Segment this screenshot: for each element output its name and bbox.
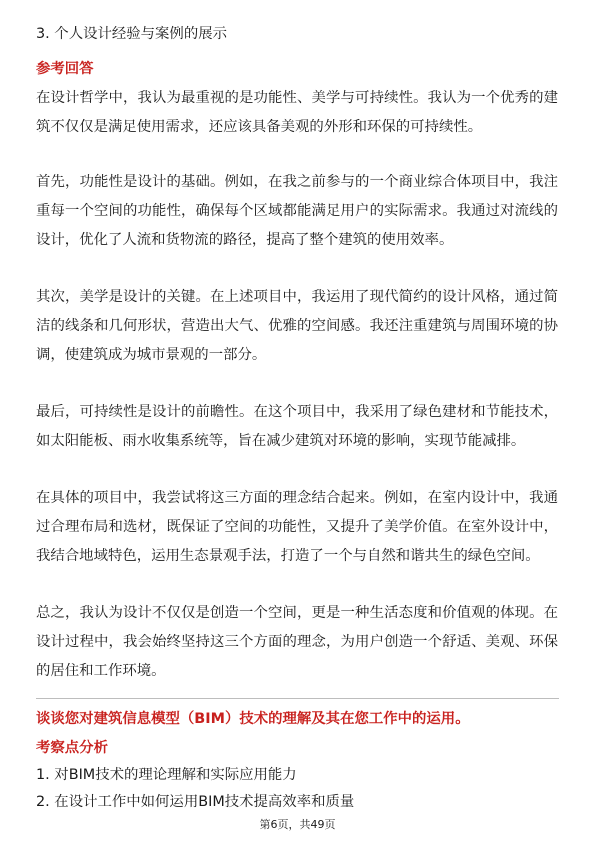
paragraph-line: 在设计哲学中，我认为最重视的是功能性、美学与可持续性。我认为一个优秀的建 (36, 90, 558, 106)
paragraph-line: 设计，优化了人流和货物流的路径，提高了整个建筑的使用效率。 (36, 232, 454, 248)
section-heading: 3. 个人设计经验与案例的展示 (36, 26, 227, 42)
paragraph-line: 设计过程中，我会始终坚持这三个方面的理念，为用户创造一个舒适、美观、环保 (36, 634, 558, 650)
next-question: 谈谈您对建筑信息模型（BIM）技术的理解及其在您工作中的运用。 (36, 711, 470, 727)
page-number: 第6页，共49页 (259, 818, 336, 831)
paragraph-line: 过合理布局和选材，既保证了空间的功能性，又提升了美学价值。在室外设计中， (36, 519, 558, 535)
divider (36, 698, 559, 699)
paragraph-line: 的居住和工作环境。 (36, 663, 166, 679)
paragraph-line: 在具体的项目中，我尝试将这三方面的理念结合起来。例如，在室内设计中，我通 (36, 490, 558, 506)
analysis-label: 考察点分析 (36, 740, 108, 756)
analysis-point: 2. 在设计工作中如何运用BIM技术提高效率和质量 (36, 794, 355, 810)
paragraph-line: 洁的线条和几何形状，营造出大气、优雅的空间感。我还注重建筑与周围环境的协 (36, 318, 558, 334)
paragraph-line: 其次，美学是设计的关键。在上述项目中，我运用了现代简约的设计风格，通过简 (36, 289, 558, 305)
paragraph-line: 我结合地域特色，运用生态景观手法，打造了一个与自然和谐共生的绿色空间。 (36, 548, 540, 564)
paragraph-line: 最后，可持续性是设计的前瞻性。在这个项目中，我采用了绿色建材和节能技术， (36, 404, 558, 420)
paragraph-line: 如太阳能板、雨水收集系统等，旨在减少建筑对环境的影响，实现节能减排。 (36, 433, 526, 449)
paragraph-line: 筑不仅仅是满足使用需求，还应该具备美观的外形和环保的可持续性。 (36, 119, 483, 135)
answer-label: 参考回答 (36, 61, 94, 77)
paragraph-line: 首先，功能性是设计的基础。例如，在我之前参与的一个商业综合体项目中，我注 (36, 174, 558, 190)
paragraph-line: 总之，我认为设计不仅仅是创造一个空间，更是一种生活态度和价值观的体现。在 (36, 605, 558, 621)
analysis-point: 1. 对BIM技术的理论理解和实际应用能力 (36, 767, 297, 783)
paragraph-line: 重每一个空间的功能性，确保每个区域都能满足用户的实际需求。我通过对流线的 (36, 203, 558, 219)
paragraph-line: 调，使建筑成为城市景观的一部分。 (36, 347, 267, 363)
